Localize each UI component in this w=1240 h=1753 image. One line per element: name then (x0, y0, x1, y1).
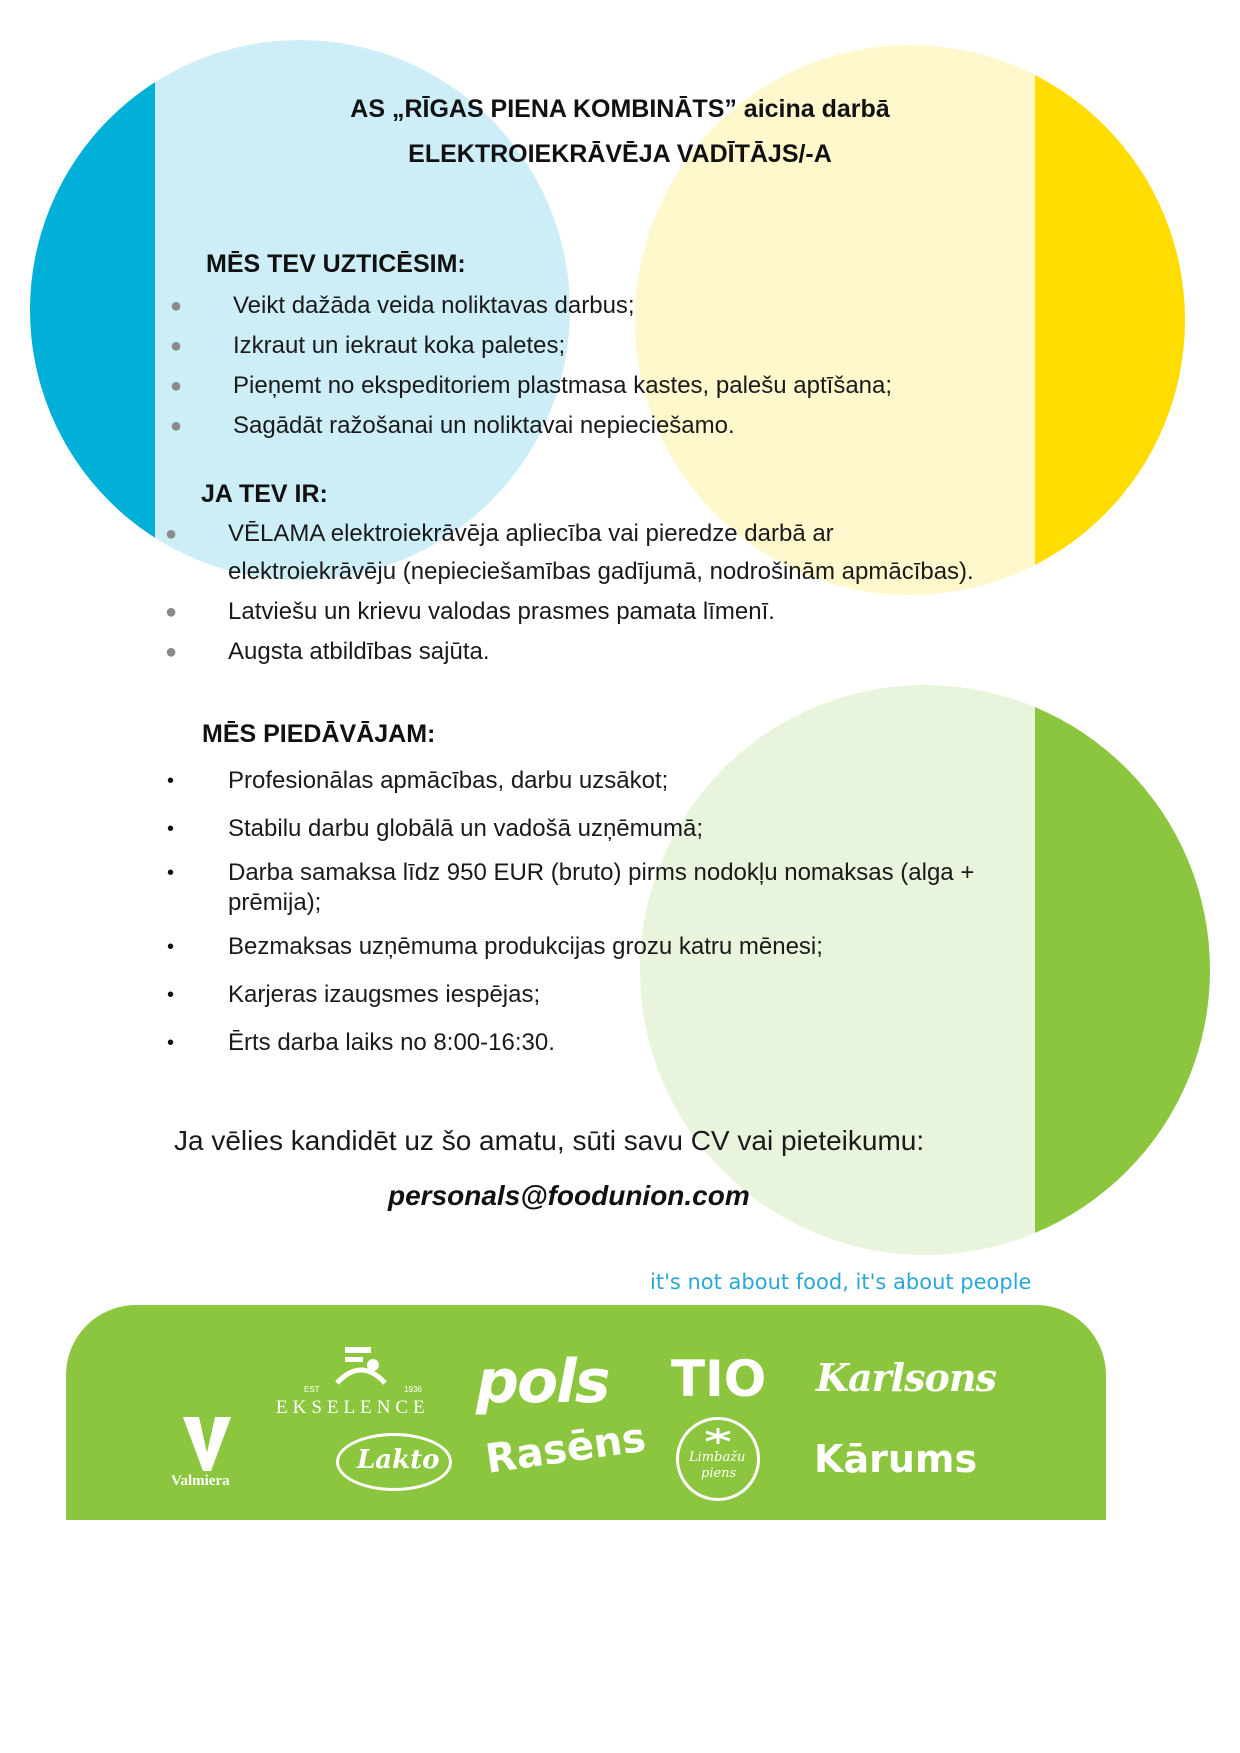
tasks-heading: MĒS TEV UZTICĒSIM: (206, 250, 466, 278)
list-item: • Darba samaksa līdz 950 EUR (bruto) pirms nodokļu nomaksas (alga + (167, 859, 975, 886)
slogan: it's not about food, it's about people (650, 1270, 1032, 1294)
company-headline: AS „RĪGAS PIENA KOMBINĀTS” aicina darbā (350, 95, 890, 123)
list-item: • Karjeras izaugsmes iespējas; (165, 976, 1065, 1014)
list-item: ● Augsta atbildības sajūta. (165, 633, 1065, 671)
list-item: • Stabilu darbu globālā un vadošā uzņēmumā; (165, 810, 1065, 848)
list-item-continuation: prēmija); (228, 889, 322, 916)
windmill-icon (703, 1426, 733, 1446)
bullet-icon: ● (165, 601, 178, 623)
list-item: ● VĒLAMA elektroiekrāvēja apliecība vai pieredze darbā ar (165, 515, 1065, 553)
list-item: • Ērts darba laiks no 8:00-16:30. (165, 1024, 1065, 1062)
contact-email[interactable]: personals@foodunion.com (388, 1180, 750, 1211)
limbazu-piens-logo: Limbažu piens (676, 1417, 760, 1501)
list-item: ● Izkraut un iekraut koka paletes; (170, 327, 1070, 365)
valmiera-v-icon (181, 1415, 233, 1473)
bullet-icon: ● (165, 641, 178, 663)
tio-logo: TIO (671, 1350, 767, 1408)
lakto-logo: Lakto (336, 1433, 452, 1491)
contact-text: Ja vēlies kandidēt uz šo amatu, sūti savu CV vai pieteikumu: (174, 1125, 925, 1156)
tasks-list (170, 287, 1070, 445)
list-item-continuation: elektroiekrāvēju (nepieciešamības gadījumā, nodrošinām apmācības). (228, 558, 974, 585)
bullet-icon: • (167, 818, 175, 840)
rasens-logo: Rasēns (482, 1414, 649, 1483)
bullet-icon: • (167, 936, 175, 958)
job-title: ELEKTROIEKRĀVĒJA VADĪTĀJS/-A (408, 140, 832, 168)
brand-footer (66, 1305, 1106, 1520)
karums-logo: Kārums (814, 1437, 978, 1481)
bullet-icon: • (167, 770, 175, 792)
ekselence-logo: EST 1936 EKSELENCE (276, 1345, 446, 1420)
bullet-icon: • (167, 1032, 175, 1054)
bullet-icon: ● (165, 523, 178, 545)
requirements-list (165, 515, 1065, 671)
list-item: ● Pieņemt no ekspeditoriem plastmasa kastes, palešu aptīšana; (170, 367, 1070, 405)
list-item: ● Veikt dažāda veida noliktavas darbus; (170, 287, 1070, 325)
list-item: ● Latviešu un krievu valodas prasmes pamata līmenī. (165, 593, 1065, 631)
karlsons-logo: Karlsons (816, 1355, 996, 1400)
requirements-heading: JA TEV IR: (201, 480, 328, 508)
bullet-icon: • (167, 984, 175, 1006)
bullet-icon: ● (170, 375, 183, 397)
bullet-icon: ● (170, 295, 183, 317)
offer-heading: MĒS PIEDĀVĀJAM: (202, 720, 436, 748)
pols-logo: pols (476, 1347, 609, 1417)
valmiera-logo: Valmiera (171, 1415, 251, 1495)
offer-list (165, 762, 1065, 1062)
list-item: • Bezmaksas uzņēmuma produkcijas grozu katru mēnesi; (165, 928, 1065, 966)
bullet-icon: ● (170, 415, 183, 437)
ekselence-emblem-icon (331, 1345, 391, 1387)
bullet-icon: • (167, 862, 175, 884)
list-item: ● Sagādāt ražošanai un noliktavai nepieciešamo. (170, 407, 1070, 445)
list-item: • Profesionālas apmācības, darbu uzsākot; (165, 762, 1065, 800)
bullet-icon: ● (170, 335, 183, 357)
